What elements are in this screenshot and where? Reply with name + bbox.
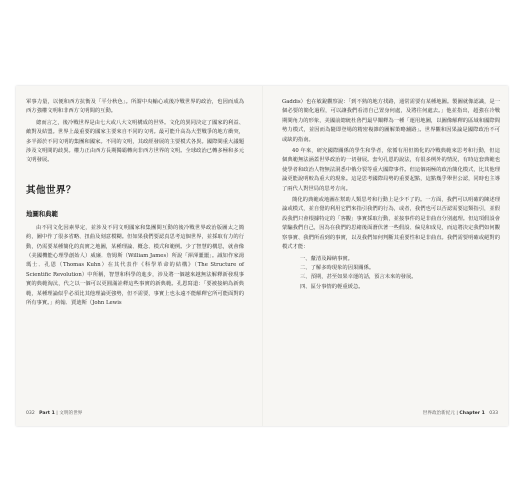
book-spread	[16, 86, 508, 426]
part-title: 文明的世界	[59, 411, 83, 416]
right-paragraph-3: 簡化的典範或地圖在幫助人類思考和行動上是少不了的。一方面，我們可以明確的陳述理論或模式，並自覺的利用它們來指引我們的行為，或者，我們也可以否認需要這類指引，並假設我們只會根據特定的「客觀」事實採取行動，並接事件的是非曲直分別處理。但這項假設會蒙騙我們自己，因為在我們的思緒後面潛伏著一些假設、偏見和成見，而這將決定我們如何觀察事實、我們所看到的事實，以及我們如何判斷其重要性和是非曲直。我們需要明確或絕對的模式才能：	[282, 197, 500, 251]
right-page	[282, 98, 500, 292]
left-page-number: 032	[26, 411, 35, 416]
list-item: 四、區分事情的輕重緩急。	[300, 283, 364, 290]
left-paragraph-2: 總而言之，後冷戰世界是由七大或八大文明構成的世界。文化的異同決定了國家的利益、敵對及結盟。世界上最重要的國家主要來自不同的文明。最可能升高為大型戰爭的地方衝突，多半源於不同文明的集團和國家。不同的文明，其政經發展的主要模式各異。國際間重大議題涉及文明間的歧異。權力正由西方長期獨霸轉向非西方世界的文明。全球政治已轉多極和多元文明發展。	[26, 119, 244, 164]
left-paragraph-1: 軍事力量，以便和西方抗衡及「平分秋色」。所謂中央輸心或後冷戰世界的政治，也因而成為西方強權文明和非西方文明間的互動。	[26, 99, 244, 115]
left-page	[26, 98, 244, 311]
book-gutter	[262, 86, 263, 426]
footer-divider: |	[56, 411, 58, 416]
part-label: Part 1	[39, 411, 55, 416]
list-item: 三、預期，甚至如果幸運的話，預言未來的發展。	[300, 274, 417, 281]
list-item: 二、了解多時現象的因果關係。	[300, 264, 375, 271]
left-paragraph-3: 由不同文化因素界定，並涉及不同文明國家和集團間互動的後冷戰世界政治版圖太之簡約，圖中作了很多省略、扭曲及刻意模糊。但如果我們要認真思考這個世界，並採取有力的行動，仍需要某種簡化的真實之地圖，某種理論、概念、模式和範例。少了智慧的構思，就會像（美國機能心理學創始人）威廉．詹姆斯（William James）所說「渾渾噩噩」。誠如作家湯瑪士．孔恩（Thomas Kuhn）在其代表作《科學革命的結構》（The Structure of Scientific Revolution）中所稱，智慧和科學的進步，涉及將一個越來越無法解釋新發現事實的典範淘汰，代之以一個可以更圓滿詮釋這些事實的新典範。孔恩寫道：「要被接納為新典範，某種理論似乎必須比其他理論更強勢，但不需要，事實上也永遠不能解釋它所可能面對的所有事實。」約翰．賈迪斯（John Lewis	[26, 224, 244, 307]
right-footer	[423, 410, 498, 416]
right-paragraph-1: Gaddis）也在敏銳觀察說：「到不熟的地方找路，通常需要有某種地圖。製圖就像認識，是一個必要的簡化過程，可以讓我們看清自己置身何處，及將往何處去。」他並指出，超強在冷戰期間角力的形象，美國前總統杜魯門最早闡釋為一種「運用地圖，以圖像解釋的區域和國際間勢力模式，並因而為隨即登場的精密複雜的圖解策略舖路」。世界觀和因果論是國際政治不可或缺的指南。	[282, 99, 500, 143]
chapter-label: Chapter 1	[459, 411, 485, 416]
model-purpose-list	[282, 255, 500, 293]
list-item: 一、釐清及歸納事實。	[300, 255, 353, 262]
subsection-title: 地圖和典範	[26, 209, 58, 218]
right-page-number: 033	[489, 411, 498, 416]
chapter-title: 世界政治新紀元	[422, 411, 455, 416]
left-footer	[26, 410, 82, 416]
right-paragraph-2: 40 年來，研究國際關係的學生和學者，依循有用但簡化的冷戰典範來思考和行動，但這個典範無法涵蓋世界政治的一切發展。套句孔恩的說法，有很多例外的情況，有時這套典範也使學者和政治人物無法洞悉中俄分裂等重大國際事件。但這個兩極的政治簡化模式，比其他理論更能說明較為重大的現象。這是思考國際局勢的重要起點，這點幾乎舉世公認，同時也主導了兩代人對世局的思考方向。	[282, 148, 500, 192]
footer-divider: |	[456, 411, 458, 416]
section-title: 其他世界？	[26, 184, 77, 196]
